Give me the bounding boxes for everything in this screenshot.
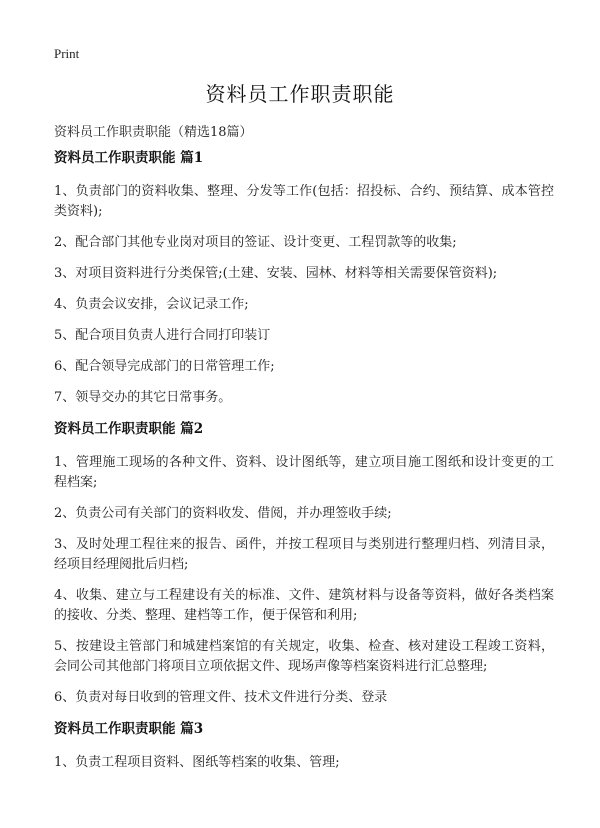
section-heading: 资料员工作职责职能 篇3 (54, 721, 204, 737)
list-item: 6、负责对每日收到的管理文件、技术文件进行分类、登录 (54, 690, 388, 705)
section-heading: 资料员工作职责职能 篇1 (54, 150, 204, 166)
list-item: 6、配合领导完成部门的日常管理工作; (54, 359, 275, 374)
list-item: 1、负责工程项目资料、图纸等档案的收集、管理; (54, 755, 340, 770)
list-item: 2、负责公司有关部门的资料收发、借阅，并办理签收手续; (54, 506, 392, 521)
section-1 (54, 148, 554, 408)
document-body (54, 148, 554, 784)
list-item: 1、负责部门的资料收集、整理、分发等工作(包括：招投标、合约、预结算、成本管控类资料); (54, 184, 554, 219)
list-item: 4、收集、建立与工程建设有关的标准、文件、建筑材料与设备等资料，做好各类档案的接收、分类、整理、建档等工作，便于保管和利用; (54, 588, 554, 623)
list-item: 5、配合项目负责人进行合同打印装订 (54, 328, 271, 343)
list-item: 7、领导交办的其它日常事务。 (54, 390, 232, 405)
section-3 (54, 719, 554, 773)
list-item: 3、及时处理工程往来的报告、函件，并按工程项目与类别进行整理归档、列清目录，经项目经理阅批后归档; (54, 537, 554, 572)
document-subtitle: 资料员工作职责职能（精选18篇） (54, 125, 253, 140)
section-heading: 资料员工作职责职能 篇2 (54, 421, 204, 437)
list-item: 5、按建设主管部门和城建档案馆的有关规定，收集、检查、核对建设工程竣工资料，会同公司其他部门将项目立项依据文件、现场声像等档案资料进行汇总整理; (54, 639, 554, 674)
section-2 (54, 419, 554, 708)
list-item: 4、负责会议安排，会议记录工作; (54, 297, 249, 312)
list-item: 1、管理施工现场的各种文件、资料、设计图纸等，建立项目施工图纸和设计变更的工程档案; (54, 455, 554, 490)
list-item: 2、配合部门其他专业岗对项目的签证、设计变更、工程罚款等的收集; (54, 235, 457, 250)
page-title: 资料员工作职责职能 (205, 82, 395, 106)
list-item: 3、对项目资料进行分类保管;(土建、安装、园林、材料等相关需要保管资料); (54, 266, 498, 281)
print-link[interactable]: Print (54, 46, 80, 61)
